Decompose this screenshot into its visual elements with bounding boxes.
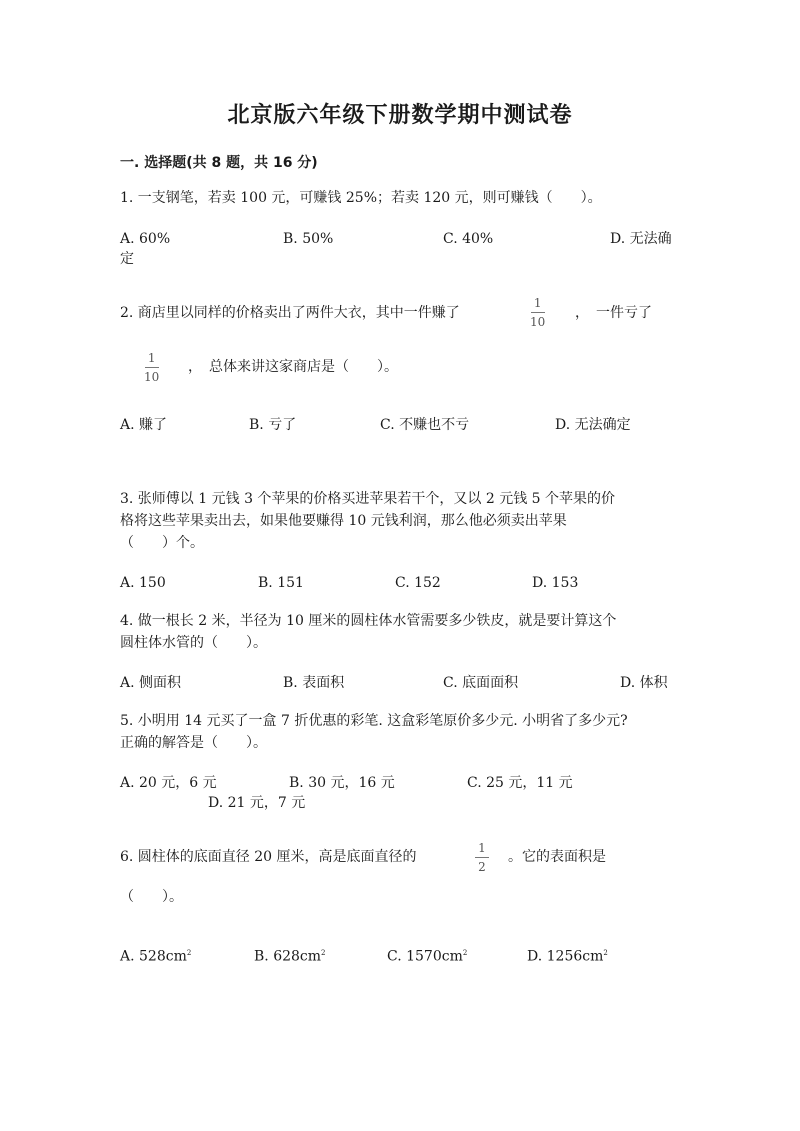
fraction-denominator: 2 <box>478 860 486 874</box>
q3-option-c: C. 152 <box>395 575 441 591</box>
question-5-line-2: 正确的解答是（ ）。 <box>120 735 267 751</box>
q1-option-a: A. 60% <box>120 231 171 247</box>
q6-option-b <box>254 942 326 968</box>
q4-option-c: C. 底面面积 <box>443 675 519 691</box>
q4-option-d: D. 体积 <box>620 675 668 691</box>
question-4-line-2: 圆柱体水管的（ ）。 <box>120 635 267 651</box>
fraction-numerator: 1 <box>478 841 486 855</box>
question-4-line-1: 4. 做一根长 2 米，半径为 10 厘米的圆柱体水管需要多少铁皮，就是要计算这个 <box>120 613 617 629</box>
q2-option-d: D. 无法确定 <box>555 417 631 433</box>
question-2-text-cont: ， 一件亏了 <box>575 305 652 321</box>
question-6-line-1-cont: 。它的表面积是 <box>508 849 606 865</box>
q5-option-d: D. 21 元，7 元 <box>208 795 306 811</box>
q6-option-c-text: C. 1570cm <box>387 948 463 965</box>
q3-option-a: A. 150 <box>120 575 166 591</box>
unit-superscript: 2 <box>603 949 608 957</box>
question-2-text: 2. 商店里以同样的价格卖出了两件大衣，其中一件赚了 <box>120 305 460 321</box>
fraction-numerator: 1 <box>147 351 156 365</box>
q6-option-a <box>120 942 191 968</box>
q6-option-a-text: A. 528cm <box>120 948 187 965</box>
q5-option-b: B. 30 元，16 元 <box>289 775 395 791</box>
fraction-bar <box>145 367 159 368</box>
question-6-line-2: （ ）。 <box>120 889 183 905</box>
q2-option-c: C. 不赚也不亏 <box>380 417 470 433</box>
q2-option-a: A. 赚了 <box>120 417 168 433</box>
section-heading: 一. 选择题(共 8 题，共 16 分) <box>120 155 318 171</box>
question-6-line-1: 6. 圆柱体的底面直径 20 厘米，高是底面直径的 <box>120 849 417 865</box>
q5-option-c: C. 25 元，11 元 <box>467 775 573 791</box>
fraction-bar <box>475 857 489 858</box>
q2-option-b: B. 亏了 <box>249 417 297 433</box>
question-3-line-3: （ ）个。 <box>120 535 204 551</box>
q1-option-b: B. 50% <box>283 231 334 247</box>
question-2-text-end: ， 总体来讲这家商店是（ ）。 <box>188 359 398 375</box>
unit-superscript: 2 <box>321 949 326 957</box>
unit-superscript: 2 <box>186 949 192 957</box>
question-3-line-2: 格将这些苹果卖出去，如果他要赚得 10 元钱利润，那么他必须卖出苹果 <box>120 513 567 529</box>
q1-option-d: D. 无法确 <box>610 231 672 247</box>
fraction-one-tenth <box>530 296 545 329</box>
q3-option-d: D. 153 <box>532 575 579 591</box>
fraction-denominator: 10 <box>144 370 160 384</box>
fraction-one-tenth-2 <box>144 351 159 384</box>
fraction-bar <box>531 312 545 313</box>
q5-option-a: A. 20 元，6 元 <box>120 775 217 791</box>
q6-option-d <box>527 942 608 968</box>
unit-superscript: 2 <box>462 949 468 957</box>
fraction-numerator: 1 <box>533 296 542 310</box>
q6-option-b-text: B. 628cm <box>254 948 322 965</box>
question-3-line-1: 3. 张师傅以 1 元钱 3 个苹果的价格买进苹果若干个，又以 2 元钱 5 个苹果的价 <box>120 491 616 507</box>
question-5-line-1: 5. 小明用 14 元买了一盒 7 折优惠的彩笔. 这盒彩笔原价多少元. 小明省了多少元? <box>120 713 628 729</box>
page-title: 北京版六年级下册数学期中测试卷 <box>227 103 573 128</box>
q4-option-a: A. 侧面积 <box>120 675 182 691</box>
fraction-one-half <box>475 841 489 874</box>
question-1-text: 1. 一支钢笔，若卖 100 元，可赚钱 25%；若卖 120 元，则可赚钱（ ）。 <box>120 190 602 206</box>
q1-option-d-wrap: 定 <box>120 251 134 267</box>
q4-option-b: B. 表面积 <box>283 675 345 691</box>
q6-option-c <box>387 942 467 968</box>
q1-option-c: C. 40% <box>443 231 494 247</box>
q3-option-b: B. 151 <box>258 575 304 591</box>
q6-option-d-text: D. 1256cm <box>527 948 604 965</box>
fraction-denominator: 10 <box>530 315 546 329</box>
